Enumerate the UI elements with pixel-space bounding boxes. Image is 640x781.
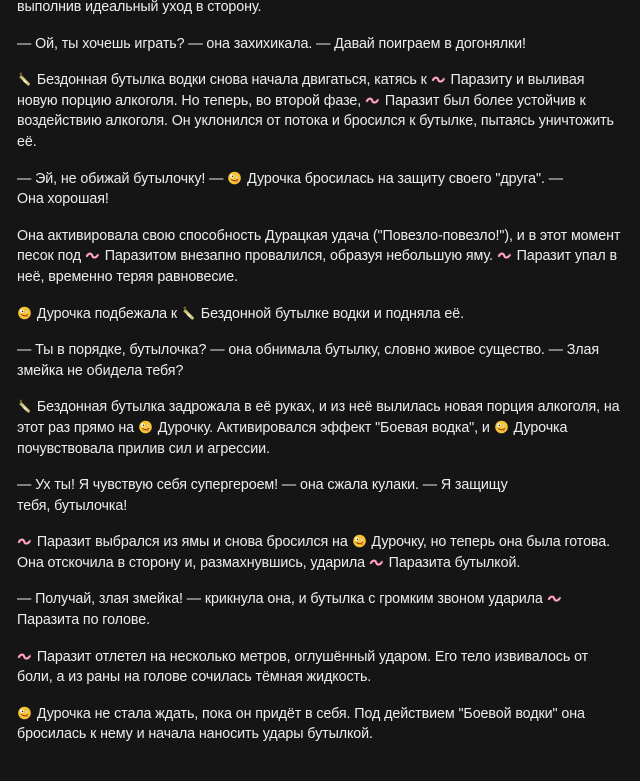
paragraph-text: — Ух ты! Я чувствую себя супергероем! — она сжала кулаки. — Я защищу тебя, бутылочка! [17, 477, 508, 514]
zany-face-icon [17, 306, 32, 320]
paragraph-text: Дурочка бросилась на защиту своего "друга". — Она хорошая! [17, 170, 563, 208]
paragraph-text: Паразит был более устойчив к воздействию алкоголя. Он уклонился от потока и бросился к бутылке, пытаясь уничтожить её. [17, 92, 614, 150]
paragraph-text: — Эй, не обижай бутылочку! — [17, 170, 228, 187]
paragraph-text: — Ой, ты хочешь играть? — она захихикала. — Давай поиграем в догонялки! [17, 35, 526, 52]
paragraph [17, 226, 626, 288]
bottle-icon [17, 399, 32, 413]
paragraph [17, 340, 626, 381]
paragraph-text: — Получай, злая змейка! — крикнула она, и бутылка с громким звоном ударила [17, 591, 547, 608]
paragraph-text: Дурочка не стала ждать, пока он придёт в себя. Под действием "Боевой водки" она бросилась к нему и начала наносить удары бутылкой. [17, 705, 585, 743]
paragraph [17, 532, 626, 573]
paragraph [17, 704, 626, 745]
bottle-icon [181, 306, 196, 320]
worm-icon [497, 248, 512, 262]
paragraph-text: Бездонной бутылке водки и подняла её. [196, 305, 464, 322]
zany-face-icon [352, 534, 367, 548]
paragraph-text: Паразита по голове. [17, 612, 150, 629]
paragraph [17, 589, 626, 630]
paragraph-text: Бездонная бутылка задрожала в её руках, и из неё вылилась новая порция алкоголя, на этот раз прямо на [17, 399, 620, 436]
paragraph [17, 0, 626, 18]
paragraph [17, 647, 626, 688]
paragraph-text: Бездонная бутылка водки снова начала двигаться, катясь к [33, 72, 431, 89]
paragraph [17, 70, 626, 152]
paragraph-text: Паразит отлетел на несколько метров, оглушённый ударом. Его тело извивалось от боли, а из раны на голове сочилась тёмная жидкость. [17, 648, 589, 686]
zany-face-icon [494, 420, 509, 434]
paragraph [17, 169, 626, 210]
paragraph-text: Паразиту и выливая новую порцию алкоголя. Но теперь, во второй фазе, [17, 72, 585, 109]
paragraph-text: Дурочка почувствовала прилив сил и агрессии. [17, 419, 568, 457]
paragraph [17, 304, 626, 325]
worm-icon [17, 534, 32, 548]
worm-icon [547, 591, 562, 605]
paragraph-text: Паразит выбрался из ямы и снова бросился на [33, 534, 352, 551]
paragraph-text: Паразита бутылкой. [384, 554, 521, 571]
paragraph-text: Дурочку. Активировался эффект "Боевая водка", и [153, 419, 494, 436]
zany-face-icon [227, 171, 242, 185]
worm-icon [369, 555, 384, 569]
worm-icon [431, 72, 446, 86]
bottle-icon [17, 72, 32, 86]
paragraph-text: — Ты в порядке, бутылочка? — она обнимала бутылку, словно живое существо. — Злая змейка не обидела тебя? [17, 342, 600, 379]
story-document [17, 0, 626, 761]
paragraph [17, 475, 626, 516]
paragraph-text: Дурочку, но теперь она была готова. Она отскочила в сторону и, размахнувшись, ударила [17, 534, 610, 571]
zany-face-icon [17, 706, 32, 720]
paragraph-text: выполнив идеальный уход в сторону. [17, 0, 262, 15]
paragraph-text: Паразит упал в неё, временно теряя равновесие. [17, 248, 617, 285]
paragraph-text: Она активировала свою способность Дурацкая удача ("Повезло-повезло!"), и в этот момент песок под [17, 227, 621, 265]
paragraph [17, 397, 626, 459]
paragraph-text: Паразитом внезапно провалился, образуя небольшую яму. [100, 248, 497, 265]
worm-icon [85, 248, 100, 262]
zany-face-icon [138, 420, 153, 434]
paragraph-text: Дурочка подбежала к [33, 305, 181, 322]
worm-icon [365, 93, 380, 107]
paragraph [17, 34, 626, 55]
worm-icon [17, 649, 32, 663]
